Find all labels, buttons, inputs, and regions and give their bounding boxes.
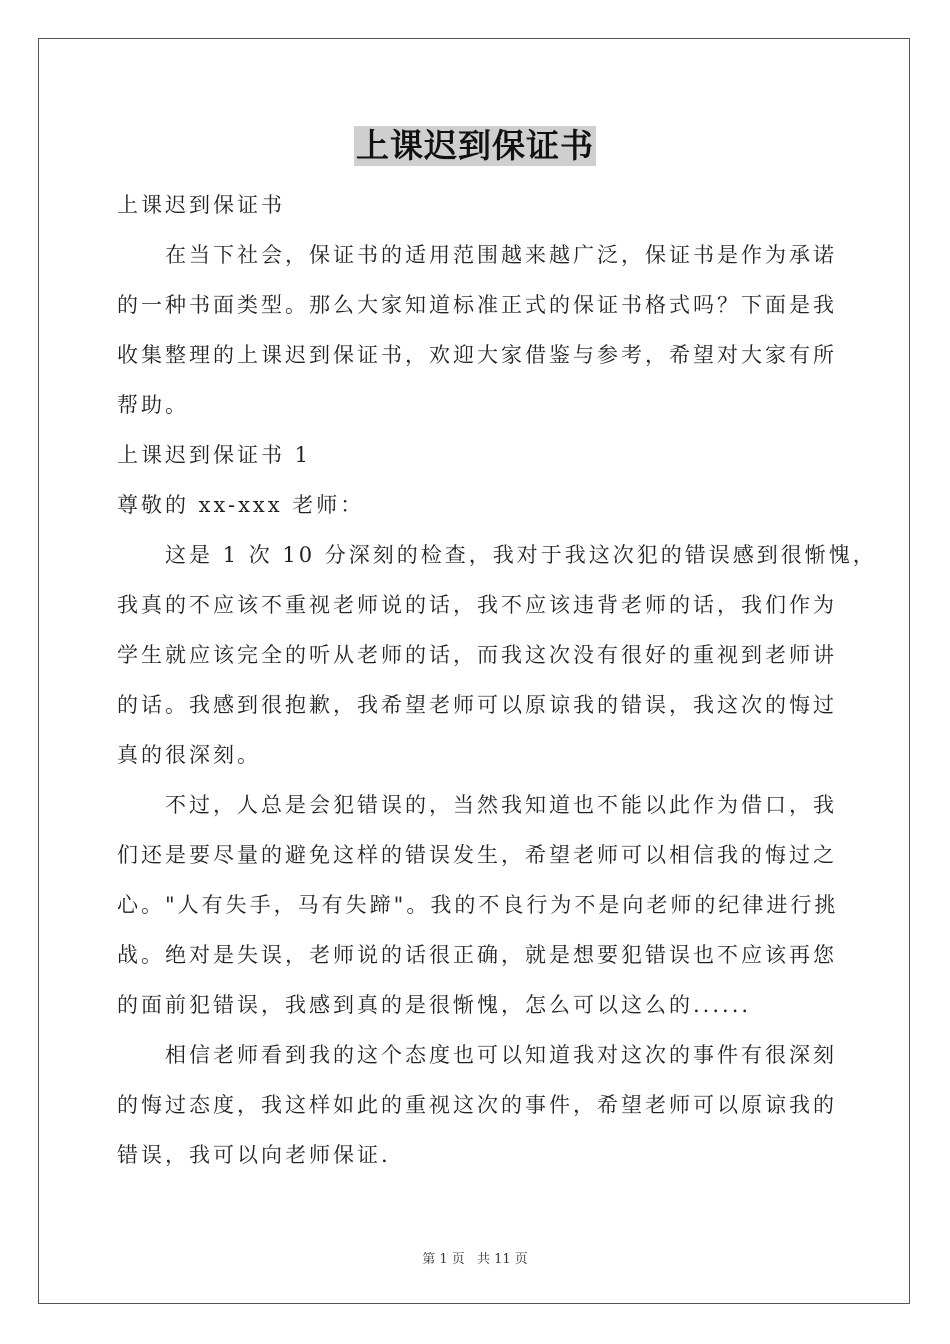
paragraph-line: 相信老师看到我的这个态度也可以知道我对这次的事件有很深刻 — [165, 1043, 837, 1067]
subtitle-line: 上课迟到保证书 — [117, 193, 285, 217]
paragraph-line: 心。"人有失手，马有失蹄"。我的不良行为不是向老师的纪律进行挑 — [117, 893, 839, 917]
section-heading: 上课迟到保证书 1 — [117, 443, 312, 467]
document-title: 上课迟到保证书 — [356, 126, 594, 165]
paragraph-line: 们还是要尽量的避免这样的错误发生，希望老师可以相信我的悔过之 — [117, 843, 837, 867]
paragraph-line: 战。绝对是失误，老师说的话很正确，就是想要犯错误也不应该再您 — [117, 943, 837, 967]
paragraph-line: 错误，我可以向老师保证. — [117, 1143, 391, 1167]
paragraph-line: 不过，人总是会犯错误的，当然我知道也不能以此作为借口，我 — [165, 793, 837, 817]
document-body — [117, 180, 877, 1180]
paragraph-line: 这是 1 次 10 分深刻的检查，我对于我这次犯的错误感到很惭愧， — [165, 543, 877, 567]
page-footer — [0, 1248, 950, 1267]
intro-line: 收集整理的上课迟到保证书，欢迎大家借鉴与参考，希望对大家有所 — [117, 343, 837, 367]
intro-line: 帮助。 — [117, 393, 189, 417]
intro-line: 的一种书面类型。那么大家知道标准正式的保证书格式吗？下面是我 — [117, 293, 837, 317]
paragraph-line: 的悔过态度，我这样如此的重视这次的事件，希望老师可以原谅我的 — [117, 1093, 837, 1117]
title-container — [0, 126, 950, 166]
paragraph-line: 学生就应该完全的听从老师的话，而我这次没有很好的重视到老师讲 — [117, 643, 837, 667]
intro-line: 在当下社会，保证书的适用范围越来越广泛，保证书是作为承诺 — [165, 243, 837, 267]
paragraph-line: 我真的不应该不重视老师说的话，我不应该违背老师的话，我们作为 — [117, 593, 837, 617]
page-number: 第 1 页 — [422, 1252, 465, 1267]
paragraph-line: 的面前犯错误，我感到真的是很惭愧，怎么可以这么的...... — [117, 993, 752, 1017]
paragraph-line: 真的很深刻。 — [117, 743, 261, 767]
salutation: 尊敬的 xx-xxx 老师： — [117, 493, 365, 517]
page-total: 共 11 页 — [476, 1252, 528, 1267]
paragraph-line: 的话。我感到很抱歉，我希望老师可以原谅我的错误，我这次的悔过 — [117, 693, 837, 717]
